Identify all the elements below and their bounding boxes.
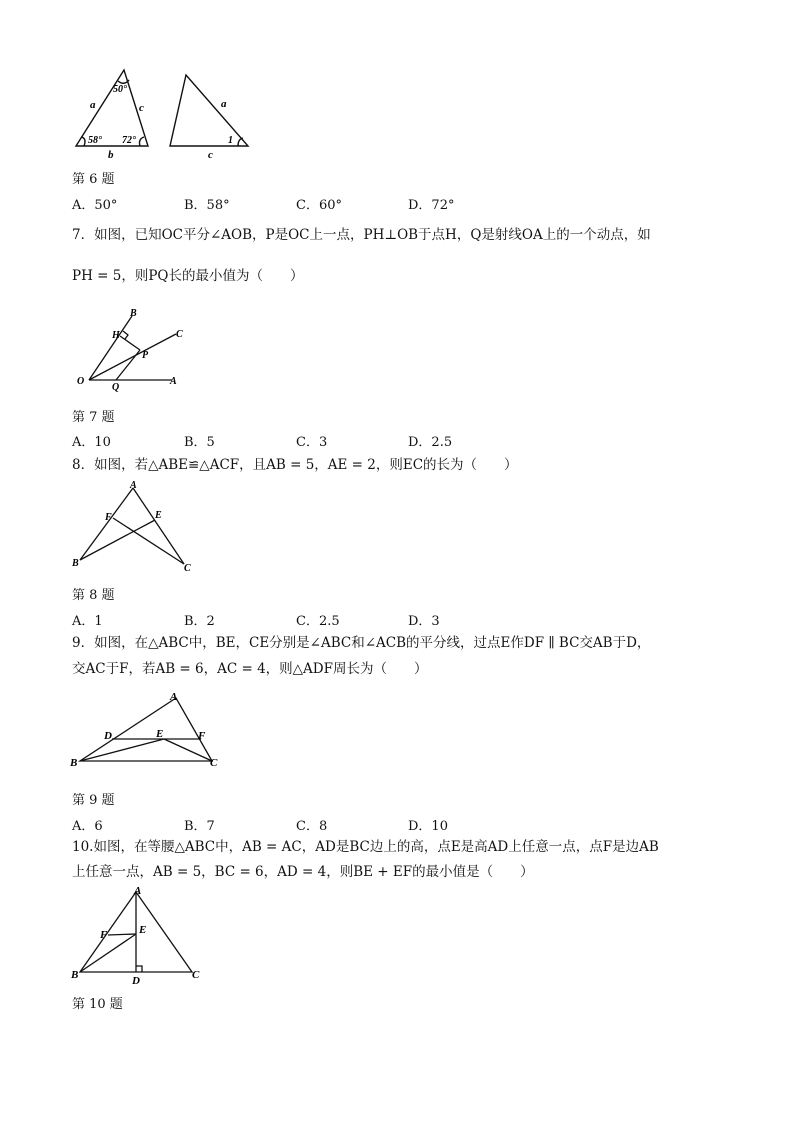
- q7-option-a: A．10: [72, 435, 111, 450]
- q7-label-b: B: [130, 308, 137, 319]
- q8-figure: [70, 478, 200, 576]
- q6-t2-side-a: a: [221, 98, 227, 110]
- q6-caption: 第 6 题: [72, 172, 115, 187]
- q7-stem-line1: 7．如图，已知OC平分∠AOB，P是OC上一点，PH⊥OB于点H，Q是射线OA上的一个动点，如: [72, 227, 651, 243]
- q8-option-c: C．2.5: [296, 614, 340, 629]
- q9-label-e: E: [156, 728, 164, 740]
- q6-t2-side-c: c: [208, 149, 213, 161]
- q8-option-b: B．2: [184, 614, 215, 629]
- q6-angle-right: 72°: [122, 135, 136, 146]
- q6-figure: [68, 62, 258, 161]
- q6-option-d: D．72°: [408, 198, 455, 213]
- q10-stem-line2: 上任意一点，AB = 5，BC = 6，AD = 4，则BE + EF的最小值是（ ）: [72, 864, 534, 880]
- q6-side-a: a: [90, 99, 96, 111]
- q6-side-c: c: [139, 102, 144, 114]
- q6-side-b: b: [108, 149, 114, 161]
- q8-option-a: A．1: [72, 614, 103, 629]
- q6-triangle-1: [76, 70, 148, 146]
- q8-label-e: E: [155, 510, 162, 521]
- q8-label-b: B: [72, 558, 79, 569]
- q6-option-a: A．50°: [72, 198, 118, 213]
- q9-stem-line2: 交AC于F，若AB = 6，AC = 4，则△ADF周长为（ ）: [72, 661, 428, 677]
- q10-label-b: B: [71, 969, 79, 981]
- q8-label-a: A: [130, 480, 137, 491]
- q9-label-b: B: [70, 757, 78, 769]
- q10-stem-line1: 10.如图，在等腰△ABC中，AB = AC，AD是BC边上的高，点E是高AD上任意一点，点F是边AB: [72, 839, 659, 855]
- q6-angle-left: 58°: [88, 135, 102, 146]
- q8-caption: 第 8 题: [72, 588, 115, 603]
- q9-stem-line1: 9．如图，在△ABC中，BE，CE分别是∠ABC和∠ACB的平分线，过点E作DF ∥ BC交AB于D，: [72, 635, 651, 651]
- q9-option-d: D．10: [408, 819, 448, 834]
- q7-label-o: O: [77, 376, 85, 387]
- q8-option-d: D．3: [408, 614, 440, 629]
- q6-angle-top: 50°: [113, 84, 127, 95]
- q10-label-f: F: [100, 929, 108, 941]
- q7-label-a: A: [170, 376, 177, 387]
- q9-label-d: D: [104, 730, 112, 742]
- q9-caption: 第 9 题: [72, 793, 115, 808]
- q7-figure: [72, 306, 192, 393]
- q7-label-c: C: [176, 329, 183, 340]
- q6-option-c: C．60°: [296, 198, 342, 213]
- q7-caption: 第 7 题: [72, 410, 115, 425]
- q7-stem-line2: PH = 5，则PQ长的最小值为（ ）: [72, 268, 304, 284]
- q10-label-c: C: [192, 969, 200, 981]
- q8-label-f: F: [105, 512, 112, 523]
- q9-label-a: A: [170, 691, 178, 703]
- q9-label-f: F: [198, 730, 206, 742]
- q9-label-c: C: [210, 757, 218, 769]
- q7-label-h: H: [112, 330, 120, 341]
- q7-option-b: B．5: [184, 435, 215, 450]
- q8-label-c: C: [184, 563, 191, 574]
- q6-triangle-2: [170, 75, 248, 146]
- q6-option-b: B．58°: [184, 198, 230, 213]
- q7-option-c: C．3: [296, 435, 328, 450]
- q6-t2-angle-1: 1: [228, 135, 233, 146]
- q7-option-d: D．2.5: [408, 435, 453, 450]
- q8-stem-line1: 8．如图，若△ABE≌△ACF，且AB = 5，AE = 2，则EC的长为（ ）: [72, 457, 518, 473]
- q7-label-q: Q: [112, 382, 120, 393]
- q10-caption: 第 10 题: [72, 997, 123, 1012]
- q7-label-p: P: [142, 350, 149, 361]
- q10-label-d: D: [132, 975, 140, 987]
- q9-option-c: C．8: [296, 819, 328, 834]
- q9-figure: [68, 688, 228, 770]
- q10-label-a: A: [134, 885, 142, 897]
- q9-option-a: A．6: [72, 819, 103, 834]
- q10-figure: [68, 884, 208, 988]
- q10-label-e: E: [139, 924, 147, 936]
- q9-option-b: B．7: [184, 819, 215, 834]
